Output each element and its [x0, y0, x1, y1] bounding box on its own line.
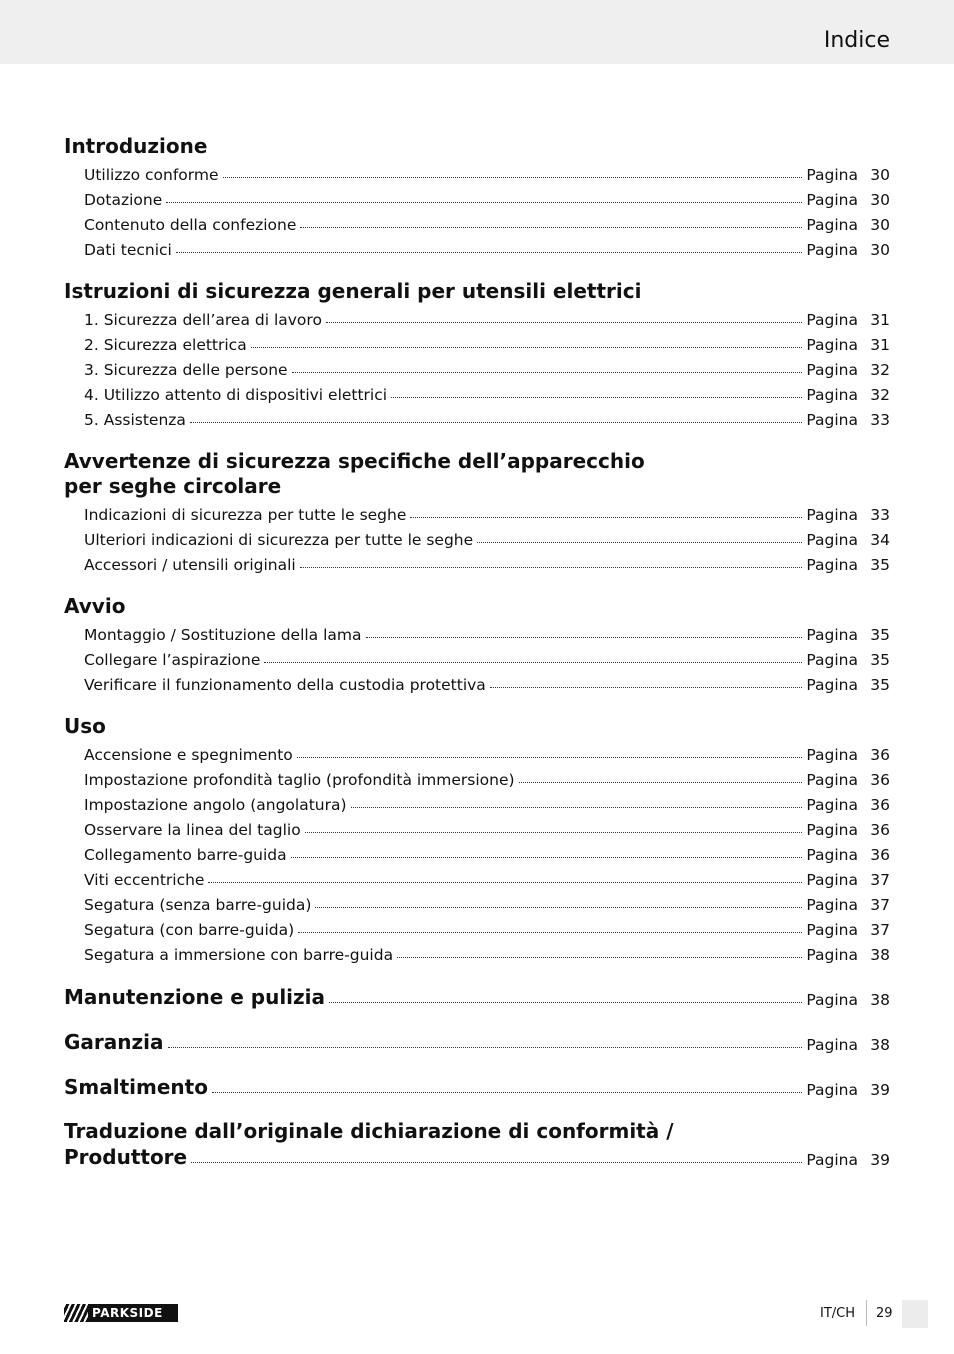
page-title: Indice: [823, 28, 890, 53]
toc-entry[interactable]: [64, 764, 890, 789]
page-word: Pagina: [806, 411, 858, 429]
dot-leader: [298, 932, 802, 933]
page-word: Pagina: [806, 361, 858, 379]
toc-entry[interactable]: [64, 984, 890, 1009]
dot-leader: [300, 567, 803, 568]
entry-label: 1. Sicurezza dell’area di lavoro: [84, 311, 322, 329]
toc-entry[interactable]: [64, 549, 890, 574]
entry-label: Verificare il funzionamento della custodia protettiva: [84, 676, 486, 694]
dot-leader: [166, 202, 802, 203]
page-number: 30: [870, 191, 890, 209]
dot-leader: [168, 1047, 803, 1048]
header-bar: [0, 0, 954, 64]
toc-entry[interactable]: [64, 304, 890, 329]
toc-entry[interactable]: [64, 939, 890, 964]
toc-entry[interactable]: [64, 524, 890, 549]
page-word: Pagina: [806, 216, 858, 234]
dot-leader: [519, 782, 803, 783]
entry-label: Dati tecnici: [84, 241, 172, 259]
toc-entry[interactable]: [64, 814, 890, 839]
dot-leader: [251, 347, 803, 348]
dot-leader: [208, 882, 802, 883]
section-title: Istruzioni di sicurezza generali per utensili elettrici: [64, 279, 642, 303]
toc-entry[interactable]: [64, 864, 890, 889]
entry-label: 5. Assistenza: [84, 411, 186, 429]
toc-entry[interactable]: [64, 739, 890, 764]
page-number: 31: [870, 311, 890, 329]
toc-entry[interactable]: [64, 914, 890, 939]
entry-label: Ulteriori indicazioni di sicurezza per tutte le seghe: [84, 531, 474, 549]
logo-stripes-icon: [64, 1304, 88, 1322]
page-number: 30: [870, 216, 890, 234]
toc-section-introduzione: [64, 134, 890, 259]
page-word: Pagina: [806, 506, 858, 524]
page-word: Pagina: [806, 896, 858, 914]
entry-label: Contenuto della confezione: [84, 216, 297, 234]
page-number: 36: [870, 821, 890, 839]
toc-entry[interactable]: [64, 1144, 890, 1169]
page-word: Pagina: [806, 1036, 858, 1054]
toc-section-smaltimento: [64, 1074, 890, 1099]
toc-entry[interactable]: [64, 499, 890, 524]
page-word: Pagina: [806, 531, 858, 549]
brand-logo: [64, 1304, 178, 1322]
page-number: 37: [870, 871, 890, 889]
page-word: Pagina: [806, 241, 858, 259]
section-title-line2: Produttore: [64, 1145, 188, 1169]
section-title: Introduzione: [64, 134, 208, 158]
toc-entry[interactable]: [64, 619, 890, 644]
page-number: 35: [870, 676, 890, 694]
toc-section-manutenzione: [64, 984, 890, 1009]
entry-label: Segatura a immersione con barre-guida: [84, 946, 394, 964]
footer-tab-marker: [902, 1300, 928, 1328]
dot-leader: [176, 252, 803, 253]
toc-entry[interactable]: [64, 889, 890, 914]
page-number: 30: [870, 166, 890, 184]
page-number: 39: [870, 1081, 890, 1099]
page-word: Pagina: [806, 166, 858, 184]
brand-name: PARKSIDE: [92, 1306, 163, 1320]
page-number: 38: [870, 946, 890, 964]
page-word: Pagina: [806, 191, 858, 209]
page-word: Pagina: [806, 1081, 858, 1099]
page-word: Pagina: [806, 676, 858, 694]
page-word: Pagina: [806, 846, 858, 864]
entry-label: Collegare l’aspirazione: [84, 651, 261, 669]
dot-leader: [297, 757, 803, 758]
page-number: 39: [870, 1151, 890, 1169]
page-word: Pagina: [806, 1151, 858, 1169]
page-number: 30: [870, 241, 890, 259]
dot-leader: [191, 1162, 802, 1163]
entry-label: 2. Sicurezza elettrica: [84, 336, 247, 354]
page-number: 35: [870, 626, 890, 644]
section-title: Uso: [64, 714, 106, 738]
entry-label: Utilizzo conforme: [84, 166, 219, 184]
entry-label: Montaggio / Sostituzione della lama: [84, 626, 362, 644]
footer-page-number: 29: [876, 1306, 893, 1321]
section-title: Garanzia: [64, 1030, 164, 1054]
toc-section-garanzia: [64, 1029, 890, 1054]
toc-entry[interactable]: [64, 184, 890, 209]
page-number: 31: [870, 336, 890, 354]
entry-label: Indicazioni di sicurezza per tutte le seghe: [84, 506, 407, 524]
page-word: Pagina: [806, 771, 858, 789]
toc-section-avvertenze: [64, 449, 890, 574]
dot-leader: [223, 177, 803, 178]
toc-entry[interactable]: [64, 209, 890, 234]
dot-leader: [212, 1092, 802, 1093]
page-number: 37: [870, 921, 890, 939]
page-number: 33: [870, 506, 890, 524]
entry-label: Collegamento barre-guida: [84, 846, 287, 864]
table-of-contents: [64, 134, 890, 1189]
toc-entry[interactable]: [64, 329, 890, 354]
page-number: 38: [870, 1036, 890, 1054]
entry-label: Accensione e spegnimento: [84, 746, 293, 764]
dot-leader: [264, 662, 802, 663]
dot-leader: [291, 857, 803, 858]
toc-section-uso: [64, 714, 890, 964]
section-title-line2: per seghe circolare: [64, 474, 282, 498]
page-number: 34: [870, 531, 890, 549]
page-word: Pagina: [806, 746, 858, 764]
page-word: Pagina: [806, 946, 858, 964]
page-number: 32: [870, 386, 890, 404]
dot-leader: [351, 807, 803, 808]
dot-leader: [190, 422, 802, 423]
dot-leader: [292, 372, 803, 373]
page-number: 35: [870, 651, 890, 669]
section-title-line1: Traduzione dall’originale dichiarazione di conformità /: [64, 1119, 674, 1143]
page-word: Pagina: [806, 921, 858, 939]
dot-leader: [490, 687, 803, 688]
toc-entry[interactable]: [64, 644, 890, 669]
dot-leader: [315, 907, 802, 908]
page-word: Pagina: [806, 796, 858, 814]
page-number: 32: [870, 361, 890, 379]
toc-entry[interactable]: [64, 404, 890, 429]
page-word: Pagina: [806, 626, 858, 644]
page-word: Pagina: [806, 991, 858, 1009]
page-number: 36: [870, 846, 890, 864]
page-word: Pagina: [806, 651, 858, 669]
toc-entry[interactable]: [64, 159, 890, 184]
page-word: Pagina: [806, 336, 858, 354]
dot-leader: [477, 542, 802, 543]
dot-leader: [391, 397, 802, 398]
footer-divider: [866, 1300, 867, 1326]
entry-label: Segatura (con barre-guida): [84, 921, 295, 939]
toc-section-traduzione: [64, 1119, 890, 1169]
entry-label: Impostazione angolo (angolatura): [84, 796, 347, 814]
dot-leader: [329, 1002, 802, 1003]
page-word: Pagina: [806, 556, 858, 574]
dot-leader: [326, 322, 802, 323]
toc-entry[interactable]: [64, 789, 890, 814]
toc-section-istruzioni-sicurezza: [64, 279, 890, 429]
toc-section-avvio: [64, 594, 890, 694]
toc-entry[interactable]: [64, 234, 890, 259]
dot-leader: [366, 637, 803, 638]
entry-label: 4. Utilizzo attento di dispositivi elettrici: [84, 386, 388, 404]
page-word: Pagina: [806, 821, 858, 839]
section-title-line1: Avvertenze di sicurezza specifiche dell’apparecchio: [64, 449, 645, 473]
page-number: 36: [870, 746, 890, 764]
page-number: 36: [870, 771, 890, 789]
page-word: Pagina: [806, 871, 858, 889]
section-title: Avvio: [64, 594, 126, 618]
toc-entry[interactable]: [64, 354, 890, 379]
page-number: 36: [870, 796, 890, 814]
toc-entry[interactable]: [64, 379, 890, 404]
language-code: IT/CH: [820, 1306, 856, 1321]
toc-entry[interactable]: [64, 669, 890, 694]
page-number: 37: [870, 896, 890, 914]
dot-leader: [397, 957, 802, 958]
toc-entry[interactable]: [64, 1074, 890, 1099]
dot-leader: [300, 227, 802, 228]
page-word: Pagina: [806, 386, 858, 404]
section-title: Manutenzione e pulizia: [64, 985, 326, 1009]
dot-leader: [410, 517, 802, 518]
page-number: 38: [870, 991, 890, 1009]
toc-entry[interactable]: [64, 839, 890, 864]
entry-label: Viti eccentriche: [84, 871, 205, 889]
entry-label: 3. Sicurezza delle persone: [84, 361, 288, 379]
entry-label: Segatura (senza barre-guida): [84, 896, 312, 914]
entry-label: Dotazione: [84, 191, 163, 209]
entry-label: Osservare la linea del taglio: [84, 821, 301, 839]
page-number: 35: [870, 556, 890, 574]
toc-entry[interactable]: [64, 1029, 890, 1054]
dot-leader: [305, 832, 803, 833]
page-number: 33: [870, 411, 890, 429]
page-word: Pagina: [806, 311, 858, 329]
entry-label: Accessori / utensili originali: [84, 556, 296, 574]
entry-label: Impostazione profondità taglio (profondità immersione): [84, 771, 515, 789]
section-title: Smaltimento: [64, 1075, 208, 1099]
